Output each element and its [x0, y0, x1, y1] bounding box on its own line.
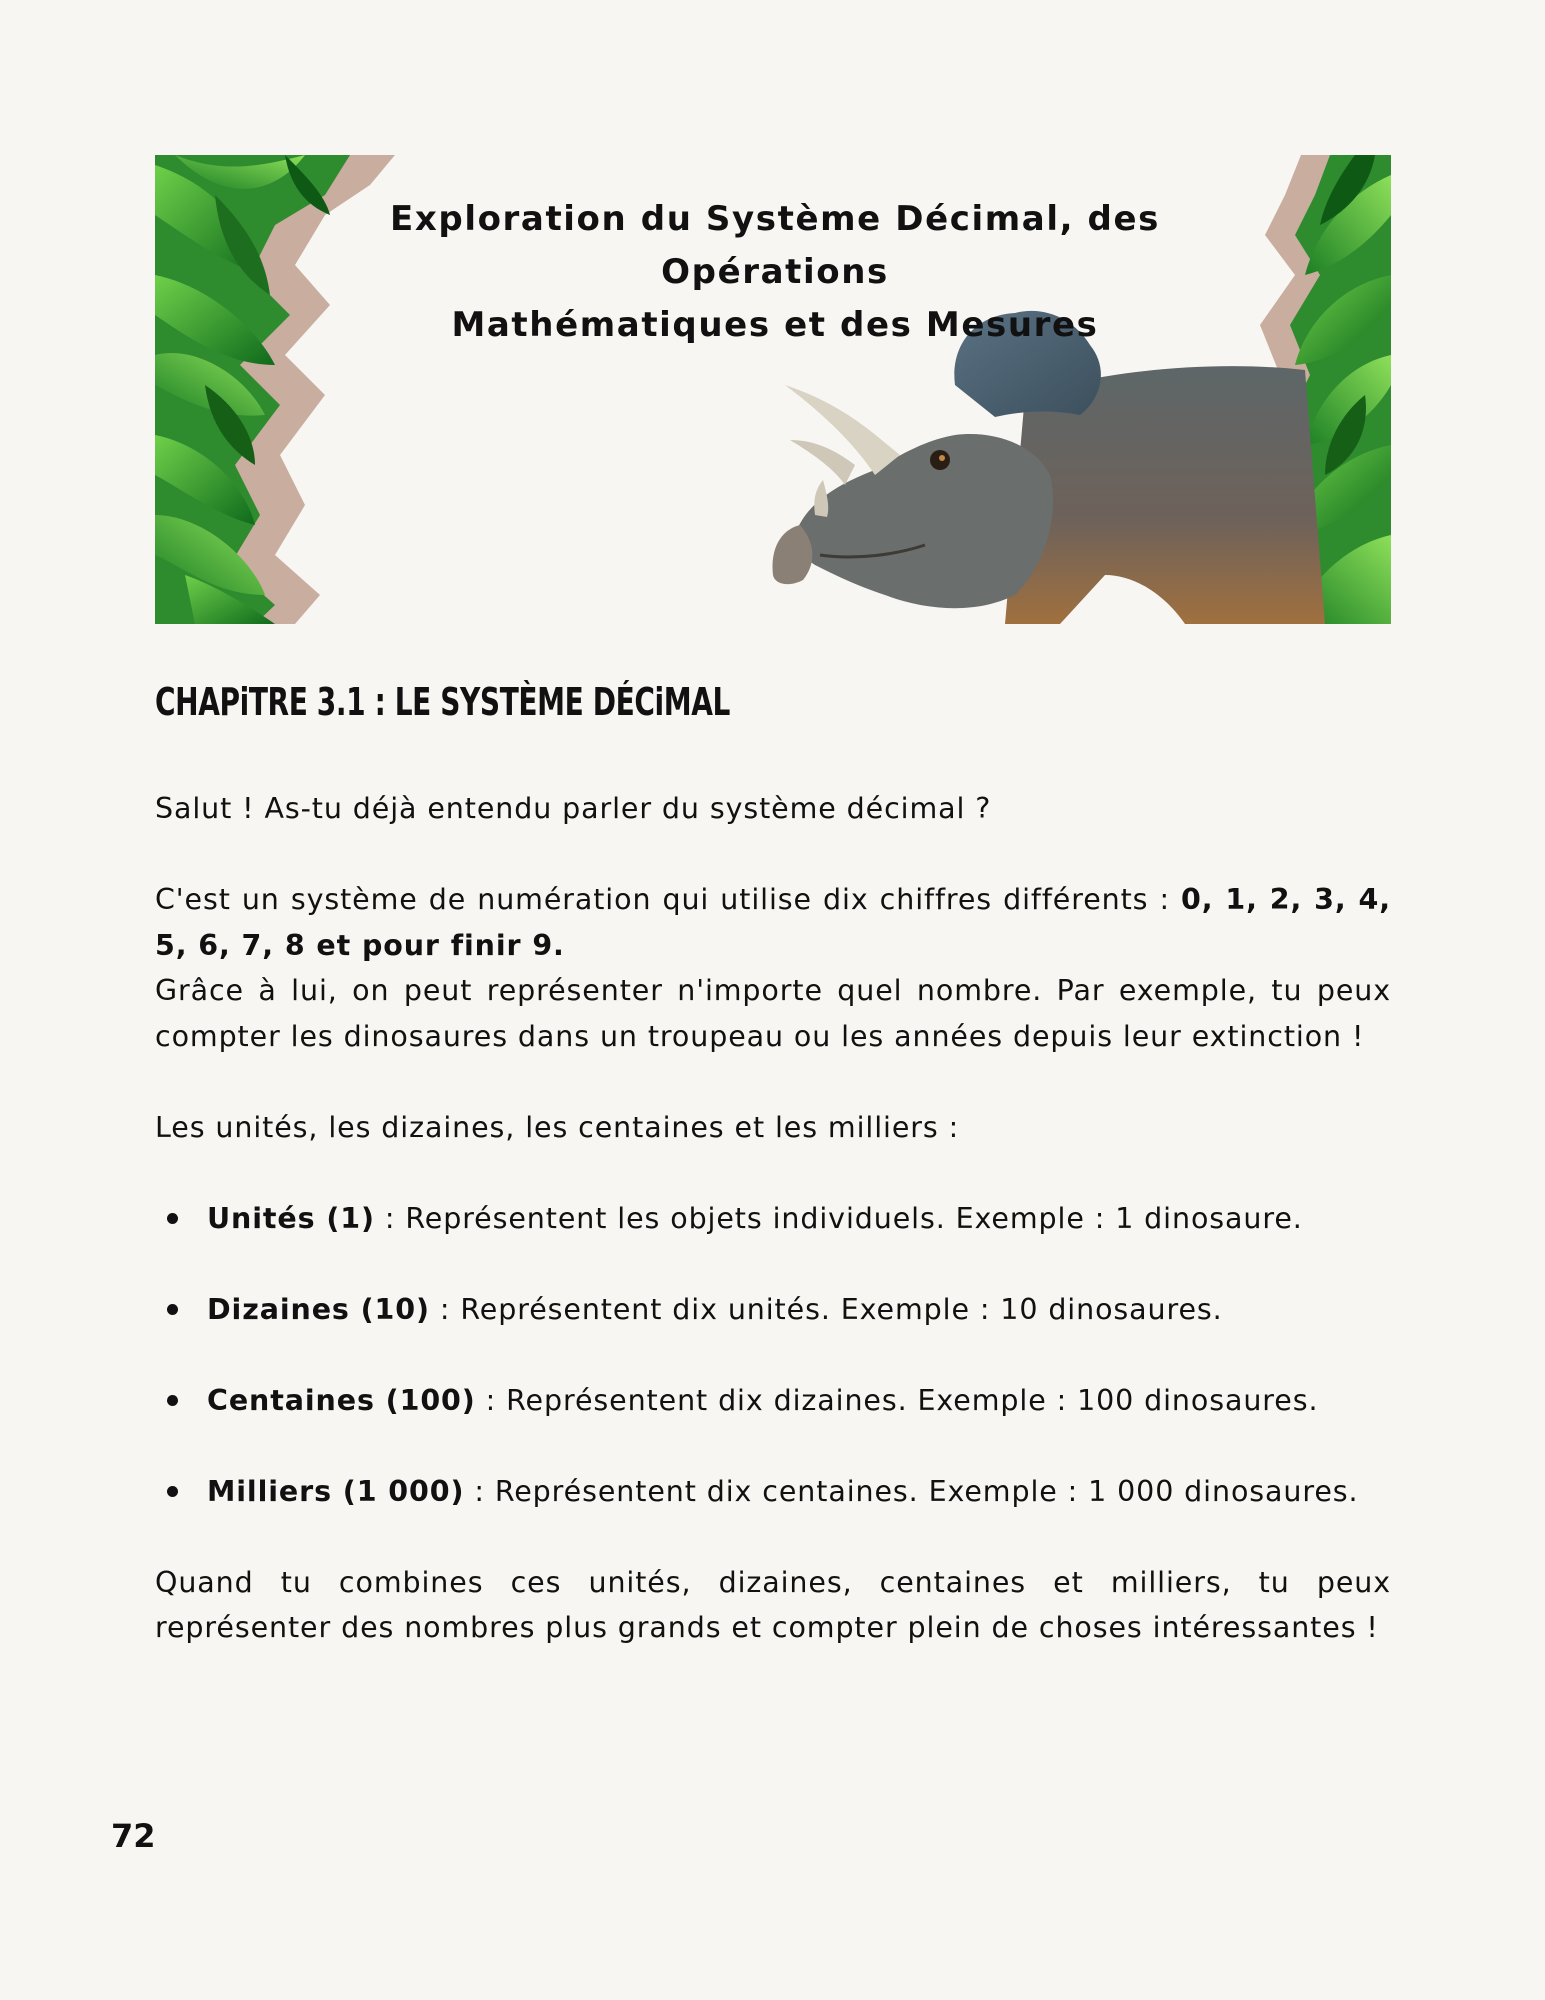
banner-title-line-1: Exploration du Système Décimal, des Opérations: [390, 199, 1160, 292]
list-item-desc: : Représentent les objets individuels. Exemple : 1 dinosaure.: [374, 1201, 1303, 1235]
definition-paragraph: [155, 877, 1391, 968]
header-banner: [155, 155, 1391, 624]
list-item-term: Unités (1): [207, 1201, 375, 1235]
bullet-icon: [167, 1304, 178, 1315]
main-content: [155, 786, 1391, 1651]
list-item-desc: : Représentent dix dizaines. Exemple : 100 dinosaures.: [475, 1383, 1319, 1417]
chapter-title: CHAPiTRE 3.1 : LE SYSTÈME DÉCiMAL: [155, 680, 730, 724]
units-list: [155, 1196, 1391, 1515]
list-item-term: Milliers (1 000): [207, 1474, 465, 1508]
usage-paragraph: Grâce à lui, on peut représenter n'importe quel nombre. Par exemple, tu peux compter les dinosaures dans un troupeau ou les années depuis leur extinction !: [155, 974, 1391, 1053]
list-item: [155, 1196, 1391, 1242]
definition-text: C'est un système de numération qui utilise dix chiffres différents :: [155, 883, 1182, 916]
banner-title-line-2: Mathématiques et des Mesures: [451, 305, 1099, 345]
bullet-icon: [167, 1395, 178, 1406]
list-item: [155, 1469, 1391, 1515]
list-item: [155, 1287, 1391, 1333]
list-item-term: Centaines (100): [207, 1383, 476, 1417]
triceratops-icon: [772, 311, 1325, 624]
intro-paragraph: Salut ! As-tu déjà entendu parler du système décimal ?: [155, 792, 992, 825]
list-item-term: Dizaines (10): [207, 1292, 430, 1326]
banner-title: [325, 193, 1225, 352]
definition-digits: 0, 1, 2, 3, 4, 5, 6, 7, 8 et pour finir 9.: [155, 883, 1391, 962]
conclusion-paragraph: Quand tu combines ces unités, dizaines, centaines et milliers, tu peux représenter des nombres plus grands et compter plein de choses intéressantes !: [155, 1565, 1391, 1644]
bullet-icon: [167, 1213, 178, 1224]
list-item: [155, 1378, 1391, 1424]
list-intro-paragraph: Les unités, les dizaines, les centaines et les milliers :: [155, 1110, 960, 1144]
page-number: 72: [111, 1817, 156, 1855]
list-item-desc: : Représentent dix unités. Exemple : 10 dinosaures.: [429, 1292, 1223, 1326]
bullet-icon: [167, 1486, 178, 1497]
list-item-desc: : Représentent dix centaines. Exemple : 1 000 dinosaures.: [464, 1474, 1359, 1508]
